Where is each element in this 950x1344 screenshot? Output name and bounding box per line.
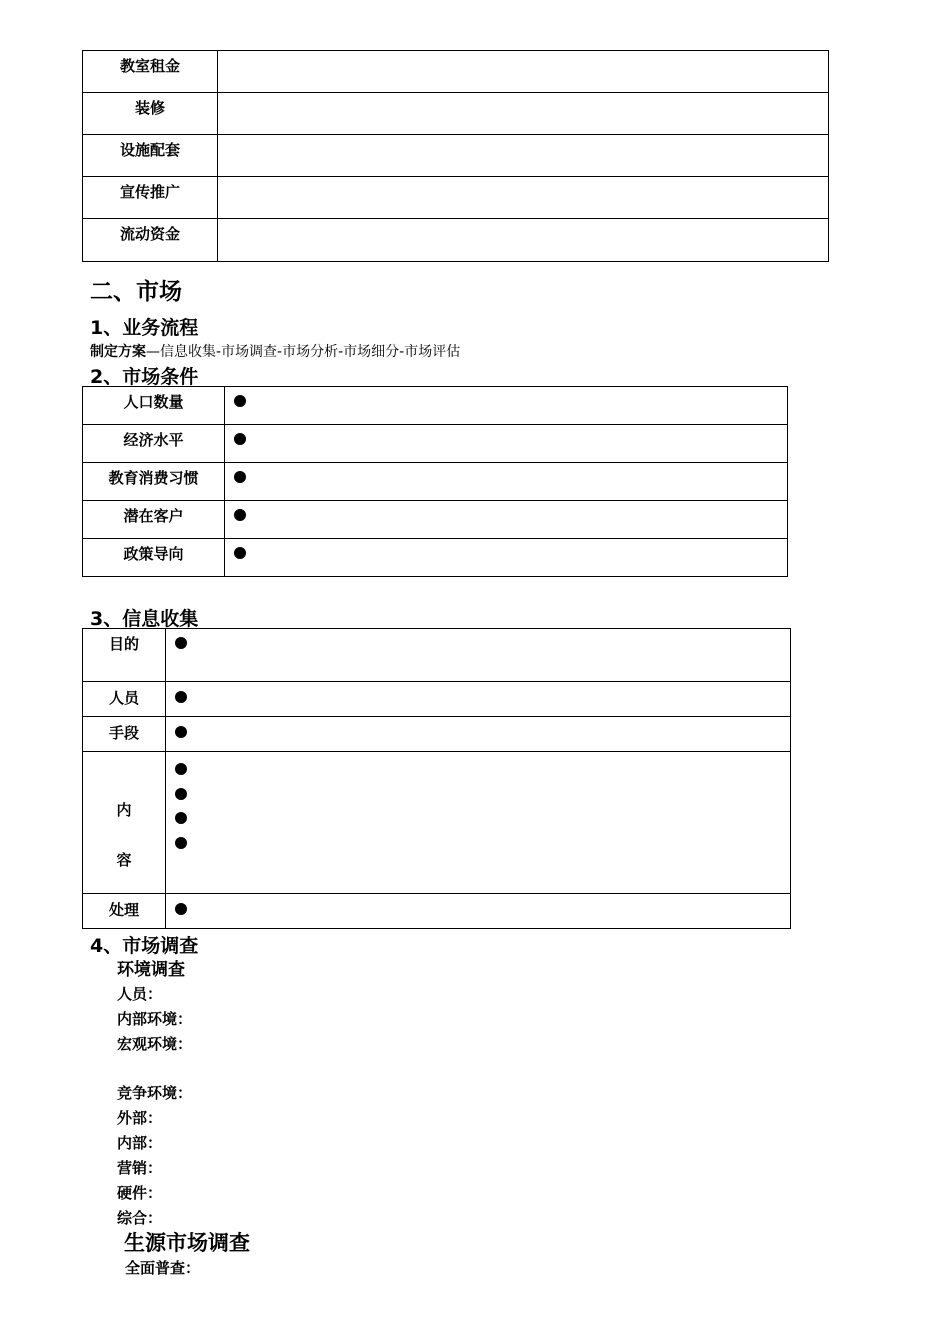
subsection-title: 3、信息收集 [90, 608, 199, 630]
env-item: 宏观环境： [117, 1035, 193, 1053]
bullet-icon [234, 471, 246, 483]
condition-label: 政策导向 [83, 539, 225, 577]
condition-cell [225, 501, 788, 539]
condition-cell [225, 387, 788, 425]
info-label-content [83, 752, 166, 894]
bullet-icon [175, 788, 187, 800]
flow-steps: —信息收集-市场调查-市场分析-市场细分-市场评估 [146, 344, 461, 360]
env-item: 人员： [117, 985, 163, 1003]
bullet-icon [234, 433, 246, 445]
info-label-purpose: 目的 [83, 629, 166, 682]
cost-value-cell [218, 177, 829, 219]
cost-label: 设施配套 [83, 135, 218, 177]
subsection-title: 2、市场条件 [90, 366, 199, 388]
condition-label: 人口数量 [83, 387, 225, 425]
cost-label: 教室租金 [83, 51, 218, 93]
bullet-icon [175, 763, 187, 775]
info-cell [166, 682, 791, 717]
student-item: 全面普查： [125, 1259, 201, 1277]
cost-table [82, 50, 829, 262]
comp-item: 竞争环境： [117, 1084, 193, 1102]
subsection-title: 4、市场调查 [90, 935, 199, 957]
conditions-table [82, 386, 788, 577]
condition-label: 教育消费习惯 [83, 463, 225, 501]
env-survey-title: 环境调查 [117, 960, 185, 980]
info-table [82, 628, 791, 929]
cost-value-cell [218, 219, 829, 262]
condition-label: 潜在客户 [83, 501, 225, 539]
content-char: 内 [116, 801, 132, 819]
info-label-process: 处理 [83, 894, 166, 929]
bullet-icon [175, 903, 187, 915]
info-label-staff: 人员 [83, 682, 166, 717]
bullet-icon [234, 547, 246, 559]
subsection-title: 1、业务流程 [90, 317, 199, 339]
condition-cell [225, 539, 788, 577]
info-cell [166, 629, 791, 682]
condition-label: 经济水平 [83, 425, 225, 463]
flow-prefix: 制定方案 [90, 344, 146, 360]
business-flow [90, 341, 460, 361]
bullet-icon [175, 812, 187, 824]
comp-item: 外部： [117, 1109, 163, 1127]
cost-label: 装修 [83, 93, 218, 135]
bullet-icon [175, 726, 187, 738]
env-item: 内部环境： [117, 1010, 193, 1028]
bullet-icon [234, 509, 246, 521]
info-label-means: 手段 [83, 717, 166, 752]
cost-value-cell [218, 135, 829, 177]
info-cell [166, 894, 791, 929]
student-survey-title: 生源市场调查 [124, 1231, 250, 1255]
info-cell [166, 752, 791, 894]
condition-cell [225, 463, 788, 501]
cost-label: 宣传推广 [83, 177, 218, 219]
bullet-icon [175, 637, 187, 649]
content-char: 容 [116, 851, 132, 869]
comp-item: 综合： [117, 1209, 163, 1227]
comp-item: 营销： [117, 1159, 163, 1177]
bullet-icon [175, 837, 187, 849]
section-title: 二、市场 [90, 279, 182, 305]
condition-cell [225, 425, 788, 463]
bullet-icon [175, 691, 187, 703]
comp-item: 内部： [117, 1134, 163, 1152]
cost-value-cell [218, 93, 829, 135]
comp-item: 硬件： [117, 1184, 163, 1202]
cost-value-cell [218, 51, 829, 93]
info-cell [166, 717, 791, 752]
cost-label: 流动资金 [83, 219, 218, 262]
bullet-icon [234, 395, 246, 407]
